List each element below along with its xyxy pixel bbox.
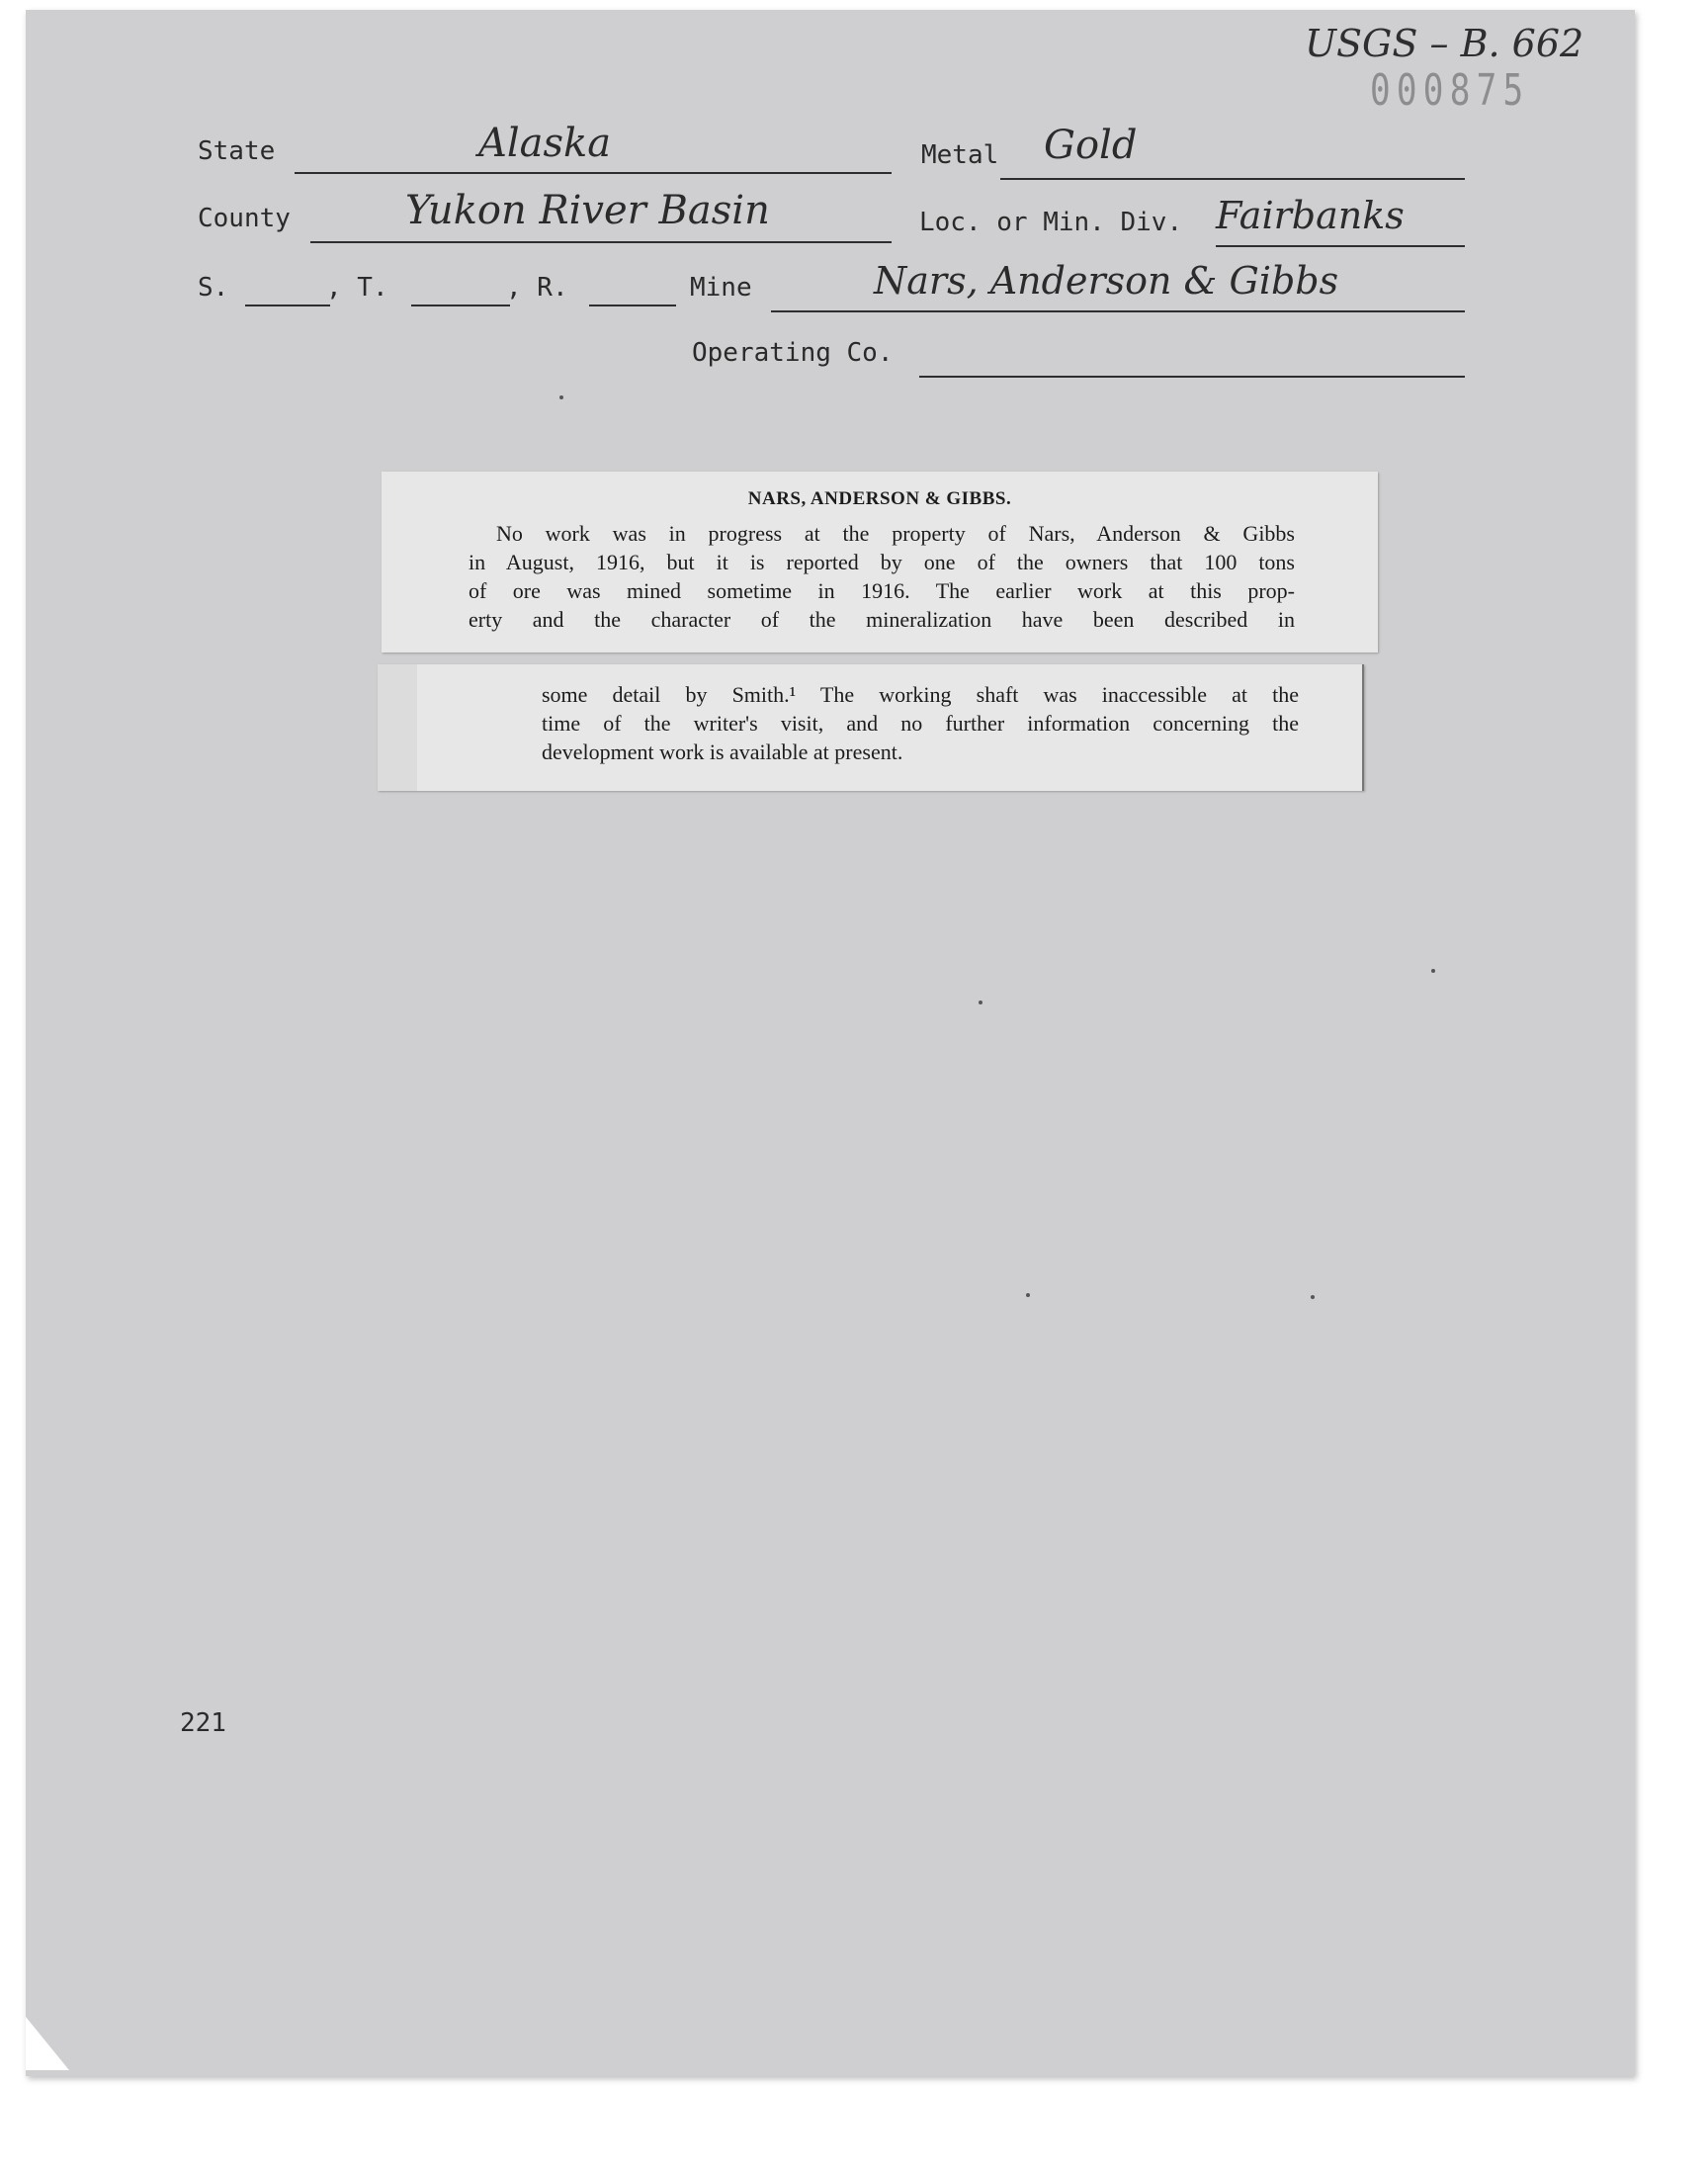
- report-clipping-top: [382, 472, 1378, 652]
- division-line: [1216, 245, 1465, 247]
- reference-note: USGS – B. 662: [1305, 22, 1584, 65]
- state-label: State: [198, 136, 276, 166]
- township-label: , T.: [326, 273, 388, 303]
- clipping-line: some detail by Smith.¹ The working shaft was inaccessible at the: [542, 682, 1299, 707]
- metal-value: Gold: [1044, 123, 1138, 168]
- scan-speck: [1026, 1293, 1030, 1297]
- division-label: Loc. or Min. Div.: [919, 208, 1183, 237]
- county-label: County: [198, 204, 291, 233]
- section-label: S.: [198, 273, 229, 303]
- clipping-line: development work is available at present.: [542, 740, 903, 764]
- scan-speck: [1431, 969, 1435, 973]
- state-line: [295, 172, 892, 174]
- metal-line: [1000, 178, 1465, 180]
- paper-strip: [378, 664, 417, 791]
- county-line: [310, 241, 892, 243]
- clipping-line: erty and the character of the mineralization have been described in: [469, 607, 1295, 632]
- scan-speck: [559, 395, 563, 399]
- mine-label: Mine: [690, 273, 752, 303]
- county-value: Yukon River Basin: [405, 188, 770, 233]
- township-line: [411, 304, 510, 306]
- clipping-line: No work was in progress at the property of Nars, Anderson & Gibbs: [496, 521, 1295, 546]
- scan-speck: [1311, 1295, 1315, 1299]
- mine-value: Nars, Anderson & Gibbs: [874, 259, 1339, 303]
- page-number: 221: [180, 1708, 226, 1738]
- state-value: Alaska: [478, 121, 612, 166]
- range-label: , R.: [506, 273, 568, 303]
- clipping-paragraph-1: [469, 519, 1295, 634]
- section-line: [245, 304, 330, 306]
- clipping-line: time of the writer's visit, and no further information concerning the: [542, 711, 1299, 736]
- folded-corner: [26, 2017, 69, 2070]
- mine-line: [771, 310, 1465, 312]
- clipping-title: NARS, ANDERSON & GIBBS.: [747, 488, 1012, 509]
- report-clipping-bottom: [378, 664, 1364, 791]
- clipping-paragraph-2: [542, 680, 1299, 766]
- operating-co-line: [919, 376, 1465, 378]
- stamp-number: 000875: [1370, 65, 1530, 116]
- scan-speck: [979, 1000, 982, 1004]
- form-sheet: [26, 10, 1635, 2076]
- metal-label: Metal: [921, 140, 999, 170]
- division-value: Fairbanks: [1216, 194, 1405, 237]
- clipping-line: in August, 1916, but it is reported by one of the owners that 100 tons: [469, 550, 1295, 574]
- operating-co-label: Operating Co.: [692, 338, 894, 368]
- range-line: [589, 304, 676, 306]
- clipping-line: of ore was mined sometime in 1916. The earlier work at this prop-: [469, 578, 1295, 603]
